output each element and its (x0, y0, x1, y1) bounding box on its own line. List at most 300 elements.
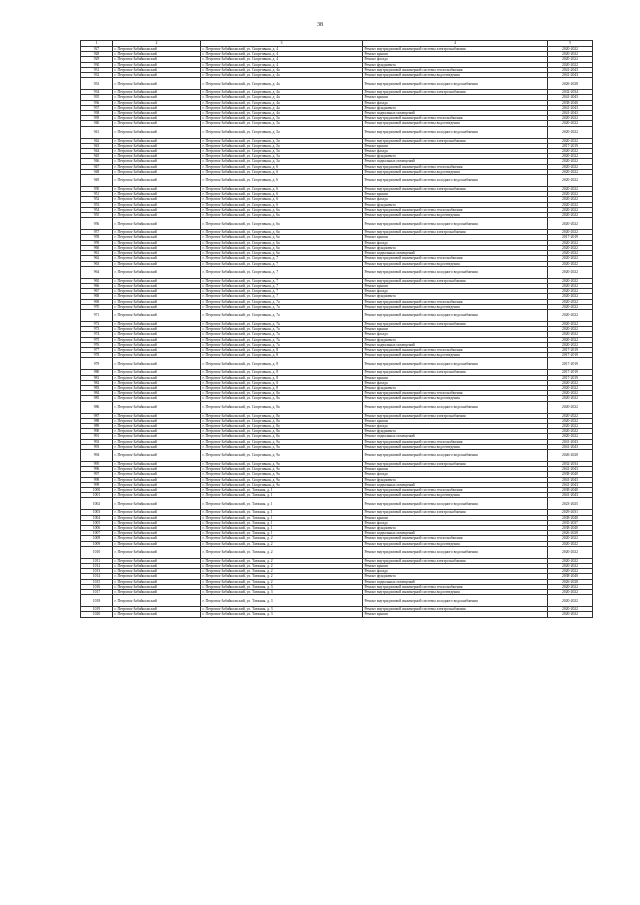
work-type-cell: Ремонт внутридомовой инженерной системы теплоснабжения (363, 299, 548, 304)
address-cell: г. Петровск-Забайкальский, ул. Таежная, д. 3 (201, 612, 363, 617)
municipality-cell: г. Петровск-Забайкальский (113, 520, 201, 525)
work-type-cell: Ремонт фасада (363, 380, 548, 385)
address-cell: г. Петровск-Забайкальский, ул. Спортивная, д. 4а (201, 67, 363, 72)
address-cell: г. Петровск-Забайкальский, ул. Спортивная, д. 4 (201, 52, 363, 57)
address-cell: г. Петровск-Забайкальский, ул. Спортивная, д. 8а (201, 391, 363, 396)
row-number-cell: 930 (81, 62, 113, 67)
municipality-cell: г. Петровск-Забайкальский (113, 413, 201, 418)
work-type-cell: Ремонт внутридомовой инженерной системы холодного водоснабжения (363, 546, 548, 558)
municipality-cell: г. Петровск-Забайкальский (113, 321, 201, 326)
period-cell: 2020-2022 (548, 197, 593, 202)
municipality-cell: г. Петровск-Забайкальский (113, 380, 201, 385)
period-cell: 2020-2022 (548, 332, 593, 337)
address-cell: г. Петровск-Забайкальский, ул. Спортивная, д. 7а (201, 321, 363, 326)
municipality-cell: г. Петровск-Забайкальский (113, 121, 201, 126)
period-cell: 2020-2022 (548, 187, 593, 192)
period-cell: 2026-2028 (548, 449, 593, 461)
work-type-cell: Ремонт крыши (363, 564, 548, 569)
municipality-cell: г. Петровск-Забайкальский (113, 418, 201, 423)
row-number-cell: 980 (81, 370, 113, 375)
address-cell: г. Петровск-Забайкальский, ул. Спортивная, д. 4а (201, 100, 363, 105)
row-number-cell: 978 (81, 353, 113, 358)
work-type-cell: Ремонт фундамента (363, 105, 548, 110)
municipality-cell: г. Петровск-Забайкальский (113, 477, 201, 482)
row-number-cell: 954 (81, 207, 113, 212)
period-cell: 2020-2022 (548, 564, 593, 569)
row-number-cell: 1013 (81, 569, 113, 574)
work-type-cell: Ремонт крыши (363, 192, 548, 197)
municipality-cell: г. Петровск-Забайкальский (113, 90, 201, 95)
row-number-cell: 958 (81, 235, 113, 240)
municipality-cell: г. Петровск-Забайкальский (113, 558, 201, 563)
municipality-cell: г. Петровск-Забайкальский (113, 332, 201, 337)
work-type-cell: Ремонт крыши (363, 375, 548, 380)
period-cell: 2041-2043 (548, 67, 593, 72)
period-cell: 2020-2022 (548, 126, 593, 138)
municipality-cell: г. Петровск-Забайкальский (113, 574, 201, 579)
period-cell: 2020-2022 (548, 164, 593, 169)
municipality-cell: г. Петровск-Забайкальский (113, 126, 201, 138)
period-cell: 2041-2043 (548, 482, 593, 487)
row-number-cell: 962 (81, 256, 113, 261)
period-cell: 2020-2022 (548, 342, 593, 347)
period-cell: 2035-2037 (548, 520, 593, 525)
municipality-cell: г. Петровск-Забайкальский (113, 531, 201, 536)
work-type-cell: Ремонт внутридомовой инженерной системы электроснабжения (363, 138, 548, 143)
table-row (81, 546, 593, 558)
row-number-cell: 990 (81, 429, 113, 434)
municipality-cell: г. Петровск-Забайкальский (113, 510, 201, 515)
period-cell: 2020-2022 (548, 62, 593, 67)
address-cell: г. Петровск-Забайкальский, ул. Таежная, д. 3 (201, 584, 363, 589)
work-type-cell: Ремонт фасада (363, 569, 548, 574)
address-cell: г. Петровск-Забайкальский, ул. Спортивная, д. 8 (201, 385, 363, 390)
table-row (81, 612, 593, 617)
row-number-cell: 945 (81, 154, 113, 159)
address-cell: г. Петровск-Забайкальский, ул. Спортивная, д. 6а (201, 251, 363, 256)
municipality-cell: г. Петровск-Забайкальский (113, 73, 201, 78)
work-type-cell: Ремонт крыши (363, 418, 548, 423)
work-type-cell: Ремонт внутридомовой инженерной системы водоотведения (363, 213, 548, 218)
row-number-cell: 928 (81, 52, 113, 57)
row-number-cell: 986 (81, 401, 113, 413)
address-cell: г. Петровск-Забайкальский, ул. Таежная, д. 3 (201, 590, 363, 595)
period-cell: 2041-2043 (548, 95, 593, 100)
address-cell: г. Петровск-Забайкальский, ул. Спортивная, д. 7 (201, 289, 363, 294)
address-cell: г. Петровск-Забайкальский, ул. Спортивная, д. 7а (201, 342, 363, 347)
row-number-cell: 976 (81, 342, 113, 347)
work-type-cell: Ремонт внутридомовой инженерной системы холодного водоснабжения (363, 78, 548, 90)
address-cell: г. Петровск-Забайкальский, ул. Спортивная, д. 8 (201, 353, 363, 358)
municipality-cell: г. Петровск-Забайкальский (113, 202, 201, 207)
row-number-cell: 1011 (81, 558, 113, 563)
work-type-cell: Ремонт внутридомовой инженерной системы теплоснабжения (363, 67, 548, 72)
municipality-cell: г. Петровск-Забайкальский (113, 57, 201, 62)
row-number-cell: 1020 (81, 612, 113, 617)
address-cell: г. Петровск-Забайкальский, ул. Спортивная, д. 8а (201, 413, 363, 418)
period-cell: 2020-2022 (548, 261, 593, 266)
row-number-cell: 1018 (81, 595, 113, 607)
row-number-cell: 937 (81, 105, 113, 110)
row-number-cell: 1003 (81, 510, 113, 515)
municipality-cell: г. Петровск-Забайкальский (113, 47, 201, 52)
address-cell: г. Петровск-Забайкальский, ул. Спортивная, д. 8а (201, 423, 363, 428)
period-cell: 2017-2019 (548, 347, 593, 352)
header-cell: 4 (363, 41, 548, 47)
row-number-cell: 987 (81, 413, 113, 418)
address-cell: г. Петровск-Забайкальский, ул. Таежная, д. 1 (201, 510, 363, 515)
row-number-cell: 929 (81, 57, 113, 62)
period-cell: 2020-2022 (548, 423, 593, 428)
table-row (81, 78, 593, 90)
period-cell: 2020-2022 (548, 169, 593, 174)
address-cell: г. Петровск-Забайкальский, ул. Таежная, д. 1 (201, 531, 363, 536)
table-row (81, 498, 593, 510)
row-number-cell: 973 (81, 327, 113, 332)
address-cell: г. Петровск-Забайкальский, ул. Таежная, д. 1 (201, 515, 363, 520)
municipality-cell: г. Петровск-Забайкальский (113, 154, 201, 159)
period-cell: 2020-2022 (548, 401, 593, 413)
page-number: 38 (317, 22, 323, 28)
work-type-cell: Ремонт внутридомовой инженерной системы холодного водоснабжения (363, 401, 548, 413)
period-cell: 2020-2022 (548, 413, 593, 418)
work-type-cell: Ремонт внутридомовой инженерной системы водоотведения (363, 169, 548, 174)
period-cell: 2020-2022 (548, 149, 593, 154)
row-number-cell: 995 (81, 461, 113, 466)
period-cell: 2020-2022 (548, 256, 593, 261)
period-cell: 2038-2040 (548, 488, 593, 493)
work-type-cell: Ремонт внутридомовой инженерной системы холодного водоснабжения (363, 595, 548, 607)
work-type-cell: Ремонт внутридомовой инженерной системы теплоснабжения (363, 488, 548, 493)
row-number-cell: 1006 (81, 526, 113, 531)
address-cell: г. Петровск-Забайкальский, ул. Спортивная, д. 7 (201, 261, 363, 266)
period-cell: 2020-2022 (548, 299, 593, 304)
address-cell: г. Петровск-Забайкальский, ул. Спортивная, д. 7 (201, 283, 363, 288)
row-number-cell: 964 (81, 266, 113, 278)
period-cell: 2020-2022 (548, 218, 593, 230)
municipality-cell: г. Петровск-Забайкальский (113, 192, 201, 197)
work-type-cell: Ремонт внутридомовой инженерной системы теплоснабжения (363, 256, 548, 261)
municipality-cell: г. Петровск-Забайкальский (113, 375, 201, 380)
address-cell: г. Петровск-Забайкальский, ул. Спортивная, д. 8а (201, 401, 363, 413)
work-type-cell: Ремонт внутридомовой инженерной системы холодного водоснабжения (363, 218, 548, 230)
period-cell: 2020-2022 (548, 121, 593, 126)
work-type-cell: Ремонт фундамента (363, 154, 548, 159)
period-cell: 2020-2022 (548, 240, 593, 245)
row-number-cell: 972 (81, 321, 113, 326)
work-type-cell: Ремонт внутридомовой инженерной системы электроснабжения (363, 321, 548, 326)
work-type-cell: Ремонт внутридомовой инженерной системы теплоснабжения (363, 584, 548, 589)
row-number-cell: 968 (81, 294, 113, 299)
work-type-cell: Ремонт внутридомовой инженерной системы теплоснабжения (363, 116, 548, 121)
row-number-cell: 981 (81, 375, 113, 380)
row-number-cell: 967 (81, 289, 113, 294)
municipality-cell: г. Петровск-Забайкальский (113, 294, 201, 299)
municipality-cell: г. Петровск-Забайкальский (113, 304, 201, 309)
address-cell: г. Петровск-Забайкальский, ул. Спортивная, д. 4а (201, 73, 363, 78)
work-type-cell: Ремонт внутридомовой инженерной системы теплоснабжения (363, 347, 548, 352)
work-type-cell: Ремонт внутридомовой инженерной системы холодного водоснабжения (363, 358, 548, 370)
period-cell: 2041-2043 (548, 444, 593, 449)
address-cell: г. Петровск-Забайкальский, ул. Спортивная, д. 6а (201, 207, 363, 212)
work-type-cell: Ремонт фасада (363, 100, 548, 105)
address-cell: г. Петровск-Забайкальский, ул. Спортивная, д. 5а (201, 149, 363, 154)
municipality-cell: г. Петровск-Забайкальский (113, 482, 201, 487)
row-number-cell: 1004 (81, 515, 113, 520)
work-type-cell: Ремонт внутридомовой инженерной системы холодного водоснабжения (363, 175, 548, 187)
address-cell: г. Петровск-Забайкальский, ул. Спортивная, д. 5а (201, 116, 363, 121)
work-type-cell: Ремонт подвальных помещений (363, 111, 548, 116)
period-cell: 2020-2022 (548, 213, 593, 218)
period-cell: 2020-2022 (548, 321, 593, 326)
municipality-cell: г. Петровск-Забайкальский (113, 207, 201, 212)
address-cell: г. Петровск-Забайкальский, ул. Таежная, д. 1 (201, 498, 363, 510)
row-number-cell: 977 (81, 347, 113, 352)
header-cell: 3 (201, 41, 363, 47)
municipality-cell: г. Петровск-Забайкальский (113, 240, 201, 245)
row-number-cell: 994 (81, 449, 113, 461)
row-number-cell: 1001 (81, 493, 113, 498)
period-cell: 2038-2040 (548, 100, 593, 105)
work-type-cell: Ремонт внутридомовой инженерной системы электроснабжения (363, 230, 548, 235)
municipality-cell: г. Петровск-Забайкальский (113, 299, 201, 304)
work-type-cell: Ремонт фасада (363, 197, 548, 202)
municipality-cell: г. Петровск-Забайкальский (113, 78, 201, 90)
address-cell: г. Петровск-Забайкальский, ул. Спортивная, д. 7а (201, 327, 363, 332)
period-cell: 2038-2040 (548, 526, 593, 531)
table-row (81, 266, 593, 278)
municipality-cell: г. Петровск-Забайкальский (113, 472, 201, 477)
municipality-cell: г. Петровск-Забайкальский (113, 251, 201, 256)
period-cell: 2020-2022 (548, 607, 593, 612)
period-cell: 2020-2022 (548, 154, 593, 159)
row-number-cell: 1010 (81, 546, 113, 558)
address-cell: г. Петровск-Забайкальский, ул. Спортивная, д. 5а (201, 154, 363, 159)
address-cell: г. Петровск-Забайкальский, ул. Спортивная, д. 5а (201, 121, 363, 126)
address-cell: г. Петровск-Забайкальский, ул. Спортивная, д. 6а (201, 240, 363, 245)
address-cell: г. Петровск-Забайкальский, ул. Спортивная, д. 6 (201, 192, 363, 197)
period-cell: 2020-2022 (548, 385, 593, 390)
address-cell: г. Петровск-Забайкальский, ул. Таежная, д. 2 (201, 569, 363, 574)
row-number-cell: 936 (81, 100, 113, 105)
work-type-cell: Ремонт внутридомовой инженерной системы теплоснабжения (363, 164, 548, 169)
municipality-cell: г. Петровск-Забайкальский (113, 515, 201, 520)
row-number-cell: 983 (81, 385, 113, 390)
work-type-cell: Ремонт крыши (363, 612, 548, 617)
municipality-cell: г. Петровск-Забайкальский (113, 449, 201, 461)
municipality-cell: г. Петровск-Забайкальский (113, 105, 201, 110)
address-cell: г. Петровск-Забайкальский, ул. Спортивная, д. 6 (201, 164, 363, 169)
period-cell: 2020-2022 (548, 207, 593, 212)
period-cell: 2020-2022 (548, 294, 593, 299)
address-cell: г. Петровск-Забайкальский, ул. Спортивная, д. 8 (201, 347, 363, 352)
work-type-cell: Ремонт подвальных помещений (363, 251, 548, 256)
municipality-cell: г. Петровск-Забайкальский (113, 52, 201, 57)
municipality-cell: г. Петровск-Забайкальский (113, 95, 201, 100)
address-cell: г. Петровск-Забайкальский, ул. Спортивная, д. 6а (201, 235, 363, 240)
period-cell: 2017-2019 (548, 375, 593, 380)
municipality-cell: г. Петровск-Забайкальский (113, 266, 201, 278)
municipality-cell: г. Петровск-Забайкальский (113, 283, 201, 288)
municipality-cell: г. Петровск-Забайкальский (113, 434, 201, 439)
period-cell: 2020-2022 (548, 380, 593, 385)
address-cell: г. Петровск-Забайкальский, ул. Спортивная, д. 7а (201, 299, 363, 304)
work-type-cell: Ремонт фундамента (363, 62, 548, 67)
municipality-cell: г. Петровск-Забайкальский (113, 391, 201, 396)
row-number-cell: 955 (81, 213, 113, 218)
work-type-cell: Ремонт крыши (363, 283, 548, 288)
row-number-cell: 982 (81, 380, 113, 385)
table-row (81, 126, 593, 138)
row-number-cell: 969 (81, 299, 113, 304)
row-number-cell: 1005 (81, 520, 113, 525)
address-cell: г. Петровск-Забайкальский, ул. Спортивная, д. 6 (201, 202, 363, 207)
municipality-cell: г. Петровск-Забайкальский (113, 612, 201, 617)
row-number-cell: 943 (81, 143, 113, 148)
address-cell: г. Петровск-Забайкальский, ул. Таежная, д. 2 (201, 536, 363, 541)
address-cell: г. Петровск-Забайкальский, ул. Спортивная, д. 4 (201, 57, 363, 62)
row-number-cell: 1007 (81, 531, 113, 536)
work-type-cell: Ремонт внутридомовой инженерной системы холодного водоснабжения (363, 449, 548, 461)
work-type-cell: Ремонт внутридомовой инженерной системы электроснабжения (363, 558, 548, 563)
table-row (81, 449, 593, 461)
municipality-cell: г. Петровск-Забайкальский (113, 439, 201, 444)
row-number-cell: 975 (81, 337, 113, 342)
municipality-cell: г. Петровск-Забайкальский (113, 67, 201, 72)
work-type-cell: Ремонт крыши (363, 52, 548, 57)
period-cell: 2020-2022 (548, 396, 593, 401)
work-type-cell: Ремонт внутридомовой инженерной системы холодного водоснабжения (363, 498, 548, 510)
work-type-cell: Ремонт фасада (363, 423, 548, 428)
row-number-cell: 939 (81, 116, 113, 121)
address-cell: г. Петровск-Забайкальский, ул. Спортивная, д. 4а (201, 111, 363, 116)
address-cell: г. Петровск-Забайкальский, ул. Таежная, д. 1 (201, 493, 363, 498)
municipality-cell: г. Петровск-Забайкальский (113, 461, 201, 466)
work-type-cell: Ремонт фундамента (363, 574, 548, 579)
header-cell: 5 (548, 41, 593, 47)
municipality-cell: г. Петровск-Забайкальский (113, 353, 201, 358)
period-cell: 2020-2022 (548, 230, 593, 235)
municipality-cell: г. Петровск-Забайкальский (113, 590, 201, 595)
work-type-cell: Ремонт внутридомовой инженерной системы холодного водоснабжения (363, 126, 548, 138)
row-number-cell: 944 (81, 149, 113, 154)
address-cell: г. Петровск-Забайкальский, ул. Спортивная, д. 7 (201, 294, 363, 299)
row-number-cell: 991 (81, 434, 113, 439)
address-cell: г. Петровск-Забайкальский, ул. Таежная, д. 2 (201, 574, 363, 579)
address-cell: г. Петровск-Забайкальский, ул. Спортивная, д. 9а (201, 482, 363, 487)
address-cell: г. Петровск-Забайкальский, ул. Спортивная, д. 5а (201, 126, 363, 138)
work-type-cell: Ремонт фасада (363, 332, 548, 337)
period-cell: 2020-2022 (548, 304, 593, 309)
address-cell: г. Петровск-Забайкальский, ул. Спортивная, д. 9а (201, 444, 363, 449)
address-cell: г. Петровск-Забайкальский, ул. Таежная, д. 3 (201, 607, 363, 612)
row-number-cell: 941 (81, 126, 113, 138)
address-cell: г. Петровск-Забайкальский, ул. Спортивная, д. 4 (201, 62, 363, 67)
address-cell: г. Петровск-Забайкальский, ул. Спортивная, д. 9а (201, 472, 363, 477)
address-cell: г. Петровск-Забайкальский, ул. Спортивная, д. 7 (201, 266, 363, 278)
period-cell: 2020-2022 (548, 116, 593, 121)
address-cell: г. Петровск-Забайкальский, ул. Спортивная, д. 7 (201, 256, 363, 261)
municipality-cell: г. Петровск-Забайкальский (113, 143, 201, 148)
address-cell: г. Петровск-Забайкальский, ул. Таежная, д. 1 (201, 520, 363, 525)
period-cell: 2020-2022 (548, 418, 593, 423)
work-type-cell: Ремонт внутридомовой инженерной системы электроснабжения (363, 413, 548, 418)
municipality-cell: г. Петровск-Забайкальский (113, 278, 201, 283)
period-cell: 2026-2028 (548, 78, 593, 90)
municipality-cell: г. Петровск-Забайкальский (113, 169, 201, 174)
row-number-cell: 993 (81, 444, 113, 449)
table-row (81, 175, 593, 187)
period-cell: 2038-2040 (548, 472, 593, 477)
work-type-cell: Ремонт внутридомовой инженерной системы водоотведения (363, 590, 548, 595)
municipality-cell: г. Петровск-Забайкальский (113, 564, 201, 569)
municipality-cell: г. Петровск-Забайкальский (113, 526, 201, 531)
work-type-cell: Ремонт внутридомовой инженерной системы электроснабжения (363, 187, 548, 192)
work-type-cell: Ремонт фундамента (363, 294, 548, 299)
row-number-cell: 1016 (81, 584, 113, 589)
address-cell: г. Петровск-Забайкальский, ул. Спортивная, д. 6 (201, 187, 363, 192)
row-number-cell: 935 (81, 95, 113, 100)
address-cell: г. Петровск-Забайкальский, ул. Спортивная, д. 4а (201, 78, 363, 90)
municipality-cell: г. Петровск-Забайкальский (113, 493, 201, 498)
address-cell: г. Петровск-Забайкальский, ул. Спортивная, д. 9а (201, 467, 363, 472)
work-type-cell: Ремонт фундамента (363, 245, 548, 250)
header-cell: 1 (81, 41, 113, 47)
work-type-cell: Ремонт фасада (363, 472, 548, 477)
work-type-cell: Ремонт подвальных помещений (363, 342, 548, 347)
work-type-cell: Ремонт внутридомовой инженерной системы теплоснабжения (363, 207, 548, 212)
address-cell: г. Петровск-Забайкальский, ул. Таежная, д. 2 (201, 579, 363, 584)
work-type-cell: Ремонт внутридомовой инженерной системы водоотведения (363, 261, 548, 266)
row-number-cell: 951 (81, 192, 113, 197)
work-type-cell: Ремонт подвальных помещений (363, 159, 548, 164)
work-type-cell: Ремонт крыши (363, 235, 548, 240)
work-type-cell: Ремонт фасада (363, 57, 548, 62)
period-cell: 2017-2019 (548, 353, 593, 358)
municipality-cell: г. Петровск-Забайкальский (113, 218, 201, 230)
municipality-cell: г. Петровск-Забайкальский (113, 187, 201, 192)
municipality-cell: г. Петровск-Забайкальский (113, 396, 201, 401)
address-cell: г. Петровск-Забайкальский, ул. Спортивная, д. 7а (201, 304, 363, 309)
row-number-cell: 998 (81, 477, 113, 482)
municipality-cell: г. Петровск-Забайкальский (113, 347, 201, 352)
work-type-cell: Ремонт внутридомовой инженерной системы электроснабжения (363, 47, 548, 52)
period-cell: 2020-2022 (548, 266, 593, 278)
municipality-cell: г. Петровск-Забайкальский (113, 116, 201, 121)
period-cell: 2017-2019 (548, 235, 593, 240)
period-cell: 2041-2043 (548, 73, 593, 78)
period-cell: 2017-2019 (548, 143, 593, 148)
municipality-cell: г. Петровск-Забайкальский (113, 370, 201, 375)
row-number-cell: 971 (81, 309, 113, 321)
municipality-cell: г. Петровск-Забайкальский (113, 213, 201, 218)
municipality-cell: г. Петровск-Забайкальский (113, 159, 201, 164)
address-cell: г. Петровск-Забайкальский, ул. Спортивная, д. 6а (201, 245, 363, 250)
municipality-cell: г. Петровск-Забайкальский (113, 309, 201, 321)
row-number-cell: 984 (81, 391, 113, 396)
period-cell: 2020-2022 (548, 175, 593, 187)
period-cell: 2020-2022 (548, 546, 593, 558)
row-number-cell: 950 (81, 187, 113, 192)
municipality-cell: г. Петровск-Забайкальский (113, 100, 201, 105)
municipality-cell: г. Петровск-Забайкальский (113, 569, 201, 574)
municipality-cell: г. Петровск-Забайкальский (113, 245, 201, 250)
municipality-cell: г. Петровск-Забайкальский (113, 595, 201, 607)
municipality-cell: г. Петровск-Забайкальский (113, 498, 201, 510)
row-number-cell: 963 (81, 261, 113, 266)
row-number-cell: 956 (81, 218, 113, 230)
work-type-cell: Ремонт фундамента (363, 337, 548, 342)
